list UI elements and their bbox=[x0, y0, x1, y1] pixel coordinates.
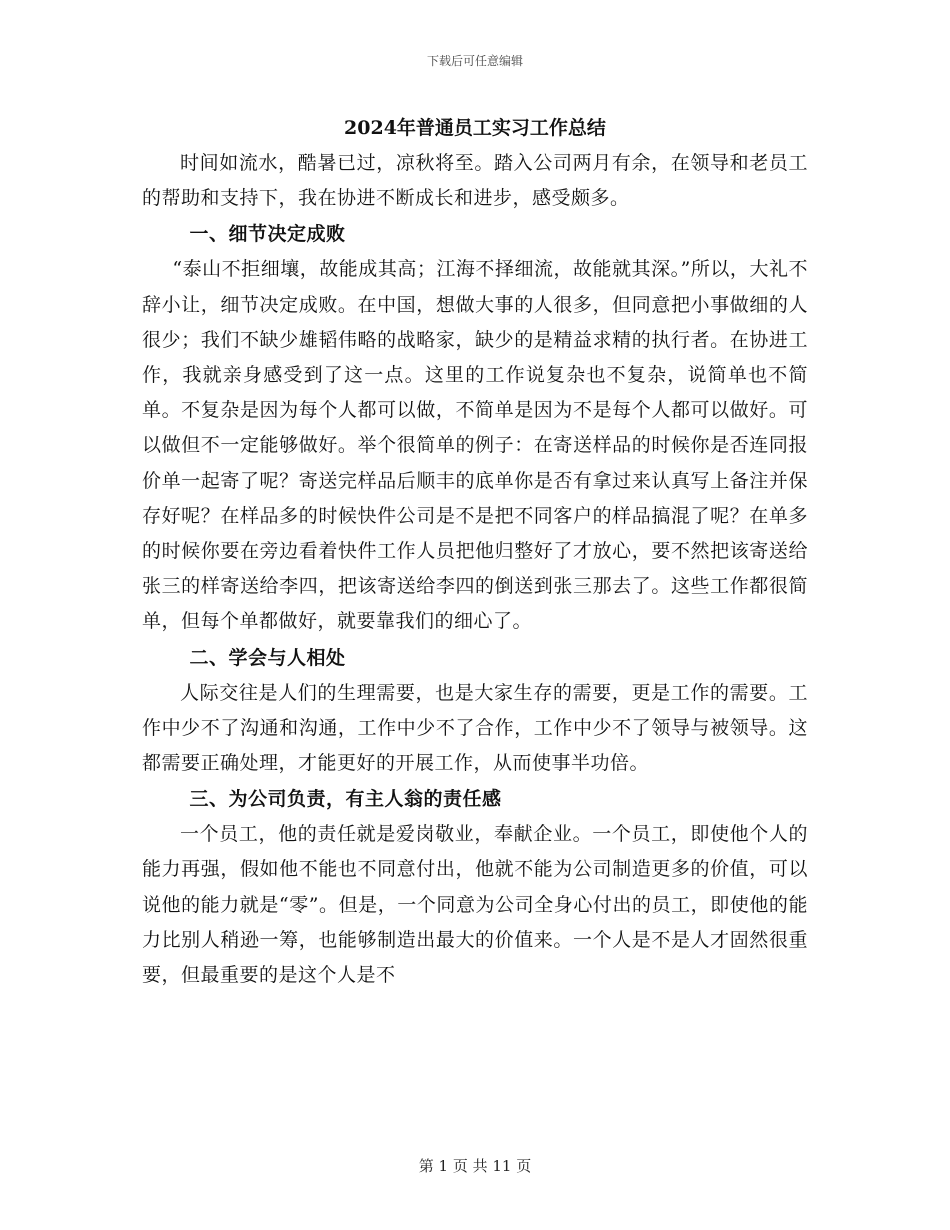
section-heading-3: 三、为公司负责，有主人翁的责任感 bbox=[189, 788, 502, 811]
section-paragraph-2: 人际交往是人们的生理需要，也是大家生存的需要，更是工作的需要。工作中少不了沟通和沟通，工作中少不了合作，工作中少不了领导与被领导。这都需要正确处理，才能更好的开展工作，从而使事半功倍。 bbox=[142, 681, 808, 775]
header-note: 下载后可任意编辑 bbox=[426, 54, 523, 68]
document-body bbox=[142, 146, 808, 993]
page-number: 第 1 页 共 11 页 bbox=[418, 1157, 532, 1175]
section-paragraph-3: 一个员工，他的责任就是爱岗敬业，奉献企业。一个员工，即使他个人的能力再强，假如他不能也不同意付出，他就不能为公司制造更多的价值，可以说他的能力就是“零”。但是，一个同意为公司全身心付出的员工，即使他的能力比别人稍逊一筹，也能够制造出最大的价值来。一个人是不是人才固然很重要，但最重要的是这个人是不 bbox=[142, 823, 808, 987]
section-heading-1: 一、细节决定成败 bbox=[189, 223, 346, 246]
intro-paragraph: 时间如流水，酷暑已过，凉秋将至。踏入公司两月有余，在领导和老员工的帮助和支持下，我在协进不断成长和进步，感受颇多。 bbox=[142, 152, 808, 210]
section-heading-2: 二、学会与人相处 bbox=[189, 646, 346, 669]
document-title: 2024年普通员工实习工作总结 bbox=[344, 117, 606, 139]
section-paragraph-1: “泰山不拒细壤，故能成其高；江海不择细流，故能就其深。”所以，大礼不辞小让，细节决定成败。在中国，想做大事的人很多，但同意把小事做细的人很少；我们不缺少雄韬伟略的战略家，缺少的是精益求精的执行者。在协进工作，我就亲身感受到了这一点。这里的工作说复杂也不复杂，说简单也不简单。不复杂是因为每个人都可以做，不简单是因为不是每个人都可以做好。可以做但不一定能够做好。举个很简单的例子：在寄送样品的时候你是否连同报价单一起寄了呢？寄送完样品后顺丰的底单你是否有拿过来认真写上备注并保存好呢？在样品多的时候快件公司是不是把不同客户的样品搞混了呢？在单多的时候你要在旁边看着快件工作人员把他归整好了才放心，要不然把该寄送给张三的样寄送给李四，把该寄送给李四的倒送到张三那去了。这些工作都很简单，但每个单都做好，就要靠我们的细心了。 bbox=[142, 258, 808, 633]
